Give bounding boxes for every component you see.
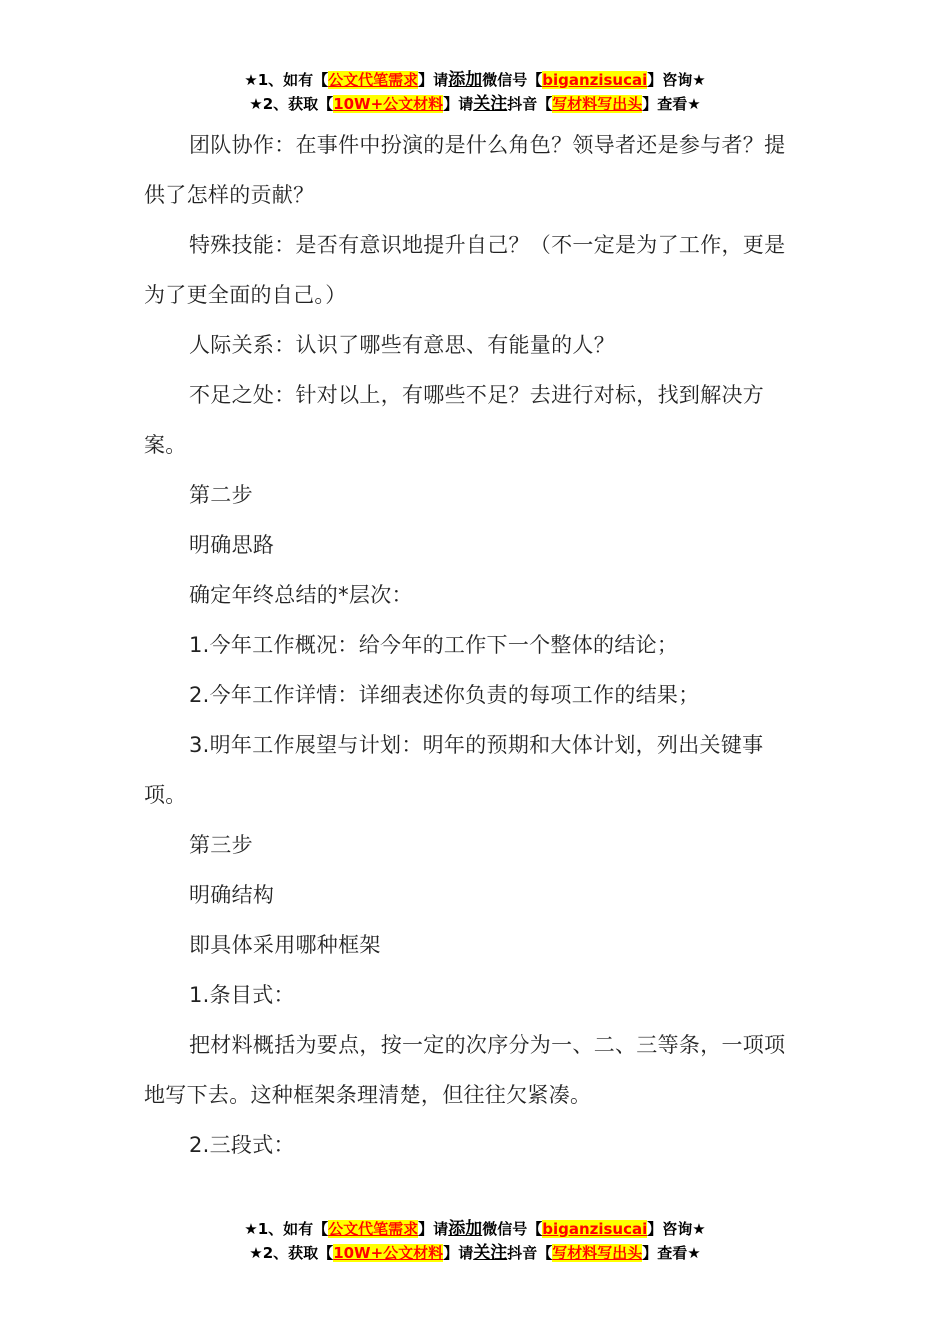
paragraph-framework: 即具体采用哪种框架 — [189, 933, 381, 957]
paragraph-special-skills: 特殊技能：是否有意识地提升自己？（不一定是为了工作，更是为了更全面的自己。） — [144, 233, 786, 307]
header-banner — [0, 68, 950, 116]
list-item-details: 2.今年工作详情：详细表述你负责的每项工作的结果； — [189, 683, 700, 707]
highlight-materials: 10W+公文材料 — [333, 95, 444, 113]
emphasis-follow: 关注 — [473, 1243, 508, 1263]
paragraph-levels: 确定年终总结的*层次： — [189, 583, 413, 607]
banner-line-2: ★2、获取【10W+公文材料】请关注抖音【写材料写出头】查看★ — [249, 1243, 701, 1263]
paragraph-team-collaboration: 团队协作：在事件中扮演的是什么角色？领导者还是参与者？提供了怎样的贡献？ — [144, 133, 786, 207]
highlight-service: 公文代笔需求 — [328, 1220, 419, 1238]
footer-banner — [0, 1217, 950, 1265]
document-body — [144, 120, 796, 1170]
highlight-douyin-account: 写材料写出头 — [552, 95, 643, 113]
heading-step-two: 第二步 — [189, 483, 253, 507]
list-item-itemized: 1.条目式： — [189, 983, 295, 1007]
heading-step-three: 第三步 — [189, 833, 253, 857]
banner-line-1: ★1、如有【公文代笔需求】请添加微信号【biganzisucai】咨询★ — [244, 70, 706, 90]
heading-clarify-thinking: 明确思路 — [189, 533, 275, 557]
list-item-three-part: 2.三段式： — [189, 1133, 295, 1157]
banner-line-1: ★1、如有【公文代笔需求】请添加微信号【biganzisucai】咨询★ — [244, 1219, 706, 1239]
highlight-service: 公文代笔需求 — [328, 71, 419, 89]
list-item-overview: 1.今年工作概况：给今年的工作下一个整体的结论； — [189, 633, 679, 657]
banner-line-2: ★2、获取【10W+公文材料】请关注抖音【写材料写出头】查看★ — [249, 94, 701, 114]
emphasis-add: 添加 — [448, 1219, 483, 1239]
highlight-wechat-id: biganzisucai — [542, 1220, 648, 1238]
highlight-wechat-id: biganzisucai — [542, 71, 648, 89]
paragraph-itemized-description: 把材料概括为要点，按一定的次序分为一、二、三等条，一项项地写下去。这种框架条理清楚，但往往欠紧凑。 — [144, 1033, 786, 1107]
paragraph-relationships: 人际关系：认识了哪些有意思、有能量的人？ — [189, 333, 615, 357]
heading-clarify-structure: 明确结构 — [189, 883, 275, 907]
highlight-douyin-account: 写材料写出头 — [552, 1244, 643, 1262]
emphasis-follow: 关注 — [473, 94, 508, 114]
emphasis-add: 添加 — [448, 70, 483, 90]
list-item-outlook: 3.明年工作展望与计划：明年的预期和大体计划，列出关键事项。 — [144, 733, 764, 807]
highlight-materials: 10W+公文材料 — [333, 1244, 444, 1262]
paragraph-shortcomings: 不足之处：针对以上，有哪些不足？去进行对标，找到解决方案。 — [144, 383, 765, 457]
